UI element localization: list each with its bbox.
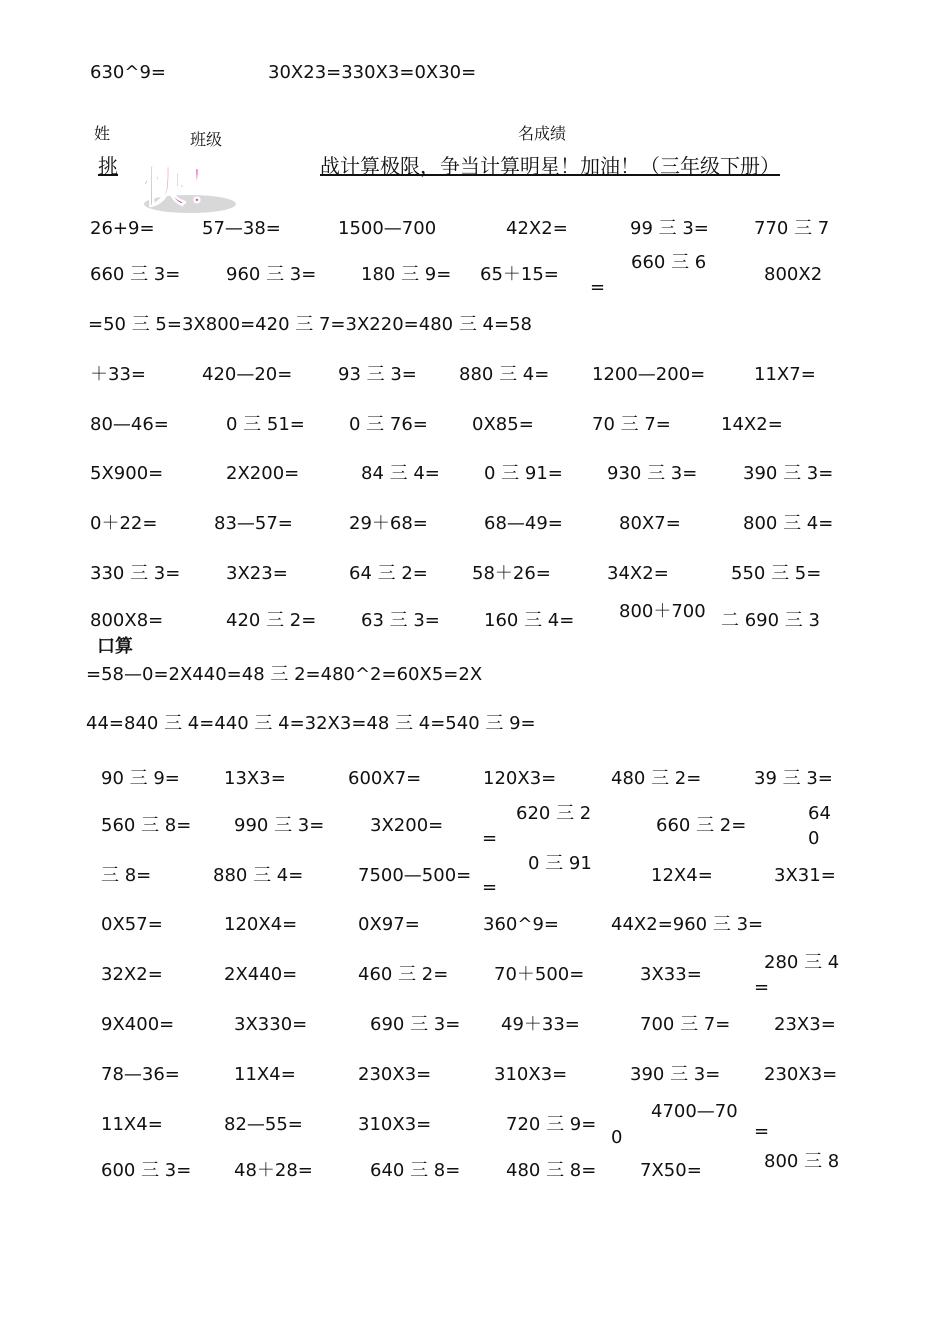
problem: 880 三 4=: [459, 364, 550, 385]
problem: 65＋15=: [480, 264, 559, 285]
problem: 63 三 3=: [361, 610, 440, 631]
problem: 26+9=: [90, 218, 155, 239]
problem: 34X2=: [607, 563, 669, 584]
problem: 390 三 3=: [743, 463, 834, 484]
problem: 0X97=: [358, 914, 420, 935]
problem: 82—55=: [224, 1114, 303, 1135]
problem: 700 三 7=: [640, 1014, 731, 1035]
problem: 620 三 2: [516, 803, 592, 824]
problem: =: [754, 1121, 770, 1142]
top-item-1: 630^9=: [90, 62, 166, 83]
problem: 230X3=: [358, 1064, 432, 1085]
problem: 480 三 8=: [506, 1160, 597, 1181]
problem: 2X440=: [224, 964, 298, 985]
problem: 64 三 2=: [349, 563, 428, 584]
problem: 280 三 4: [764, 952, 840, 973]
problem: 3X200=: [370, 815, 444, 836]
problem-line: =58—0=2X440=48 三 2=480^2=60X5=2X: [86, 664, 483, 685]
problem: 83—57=: [214, 513, 293, 534]
problem: 180 三 9=: [361, 264, 452, 285]
problem: 600 三 3=: [101, 1160, 192, 1181]
problem: 99 三 3=: [630, 218, 709, 239]
problem: 49＋33=: [501, 1014, 580, 1035]
problem: 930 三 3=: [607, 463, 698, 484]
problem: 560 三 8=: [101, 815, 192, 836]
problem: 64: [808, 803, 831, 824]
problem: 480 三 2=: [611, 768, 702, 789]
top-item-2: 30X23=330X3=0X30=: [268, 62, 477, 83]
problem: 23X3=: [774, 1014, 836, 1035]
problem: 0: [808, 828, 820, 849]
problem: 42X2=: [506, 218, 568, 239]
problem: 0: [611, 1127, 623, 1148]
problem: 420 三 2=: [226, 610, 317, 631]
problem: =: [482, 877, 498, 898]
problem: 84 三 4=: [361, 463, 440, 484]
problem: 660 三 6: [631, 252, 707, 273]
problem: 80—46=: [90, 414, 169, 435]
problem-line: =50 三 5=3X800=420 三 7=3X220=480 三 4=58: [88, 314, 532, 335]
problem: 1500—700: [338, 218, 437, 239]
problem: 360^9=: [483, 914, 559, 935]
logo-text: 快！: [142, 162, 230, 213]
problem: 二 690 三 3: [721, 610, 820, 631]
problem: 78—36=: [101, 1064, 180, 1085]
problem: 160 三 4=: [484, 610, 575, 631]
problem: =: [590, 277, 606, 298]
problem: 800X2: [764, 264, 823, 285]
problem: 70＋500=: [494, 964, 585, 985]
problem: 640 三 8=: [370, 1160, 461, 1181]
problem: 420—20=: [202, 364, 293, 385]
section-label-kousuan: 口算: [97, 636, 133, 657]
problem: 990 三 3=: [234, 815, 325, 836]
name-label: 姓: [94, 124, 111, 143]
class-label: 班级: [190, 130, 223, 149]
problem: 3X33=: [640, 964, 702, 985]
slogan: 战计算极限，争当计算明星！加油！（三年级下册）: [320, 154, 780, 178]
problem: 880 三 4=: [213, 865, 304, 886]
problem: 48＋28=: [234, 1160, 313, 1181]
problem: 11X7=: [754, 364, 816, 385]
problem: 3X330=: [234, 1014, 308, 1035]
problem: 68—49=: [484, 513, 563, 534]
problem: 13X3=: [224, 768, 286, 789]
problem: 2X200=: [226, 463, 300, 484]
problem: 0 三 91: [528, 853, 592, 874]
problem: 0 三 51=: [226, 414, 305, 435]
problem: 720 三 9=: [506, 1114, 597, 1135]
kuai-logo: [138, 158, 248, 216]
name-score-label: 名成绩: [518, 124, 567, 143]
problem: 120X3=: [483, 768, 557, 789]
problem: 三 8=: [101, 865, 152, 886]
problem: 32X2=: [101, 964, 163, 985]
problem: 230X3=: [764, 1064, 838, 1085]
problem-line: 44=840 三 4=440 三 4=32X3=48 三 4=540 三 9=: [86, 713, 536, 734]
challenge-char: 挑: [98, 154, 118, 178]
problem: 330 三 3=: [90, 563, 181, 584]
problem: 660 三 2=: [656, 815, 747, 836]
problem: 770 三 7: [754, 218, 830, 239]
problem: 93 三 3=: [338, 364, 417, 385]
problem: 39 三 3=: [754, 768, 833, 789]
problem: 800 三 8: [764, 1151, 840, 1172]
problem: 9X400=: [101, 1014, 175, 1035]
problem: 310X3=: [494, 1064, 568, 1085]
problem: 0 三 76=: [349, 414, 428, 435]
problem: 7500—500=: [358, 865, 472, 886]
problem: 460 三 2=: [358, 964, 449, 985]
problem: 4700—70: [651, 1101, 738, 1122]
problem: 310X3=: [358, 1114, 432, 1135]
problem: 70 三 7=: [592, 414, 671, 435]
problem: 3X31=: [774, 865, 836, 886]
problem: 14X2=: [721, 414, 783, 435]
problem: ＋33=: [90, 364, 146, 385]
problem: 7X50=: [640, 1160, 702, 1181]
problem: 550 三 5=: [731, 563, 822, 584]
problem: 660 三 3=: [90, 264, 181, 285]
problem: 29＋68=: [349, 513, 428, 534]
problem: 120X4=: [224, 914, 298, 935]
problem: 3X23=: [226, 563, 288, 584]
problem: 0＋22=: [90, 513, 158, 534]
problem: 800X8=: [90, 610, 164, 631]
problem: 58＋26=: [472, 563, 551, 584]
problem: 5X900=: [90, 463, 164, 484]
problem: 1200—200=: [592, 364, 706, 385]
problem: 800＋700: [619, 601, 706, 622]
problem: 0X85=: [472, 414, 534, 435]
problem: 0 三 91=: [484, 463, 563, 484]
problem: 90 三 9=: [101, 768, 180, 789]
problem: 0X57=: [101, 914, 163, 935]
problem: 57—38=: [202, 218, 281, 239]
problem: 80X7=: [619, 513, 681, 534]
problem: =: [754, 977, 770, 998]
problem: 44X2=960 三 3=: [611, 914, 764, 935]
problem: 690 三 3=: [370, 1014, 461, 1035]
problem: =: [482, 828, 498, 849]
problem: 390 三 3=: [630, 1064, 721, 1085]
problem: 800 三 4=: [743, 513, 834, 534]
problem: 11X4=: [234, 1064, 296, 1085]
problem: 960 三 3=: [226, 264, 317, 285]
problem: 11X4=: [101, 1114, 163, 1135]
problem: 600X7=: [348, 768, 422, 789]
problem: 12X4=: [651, 865, 713, 886]
